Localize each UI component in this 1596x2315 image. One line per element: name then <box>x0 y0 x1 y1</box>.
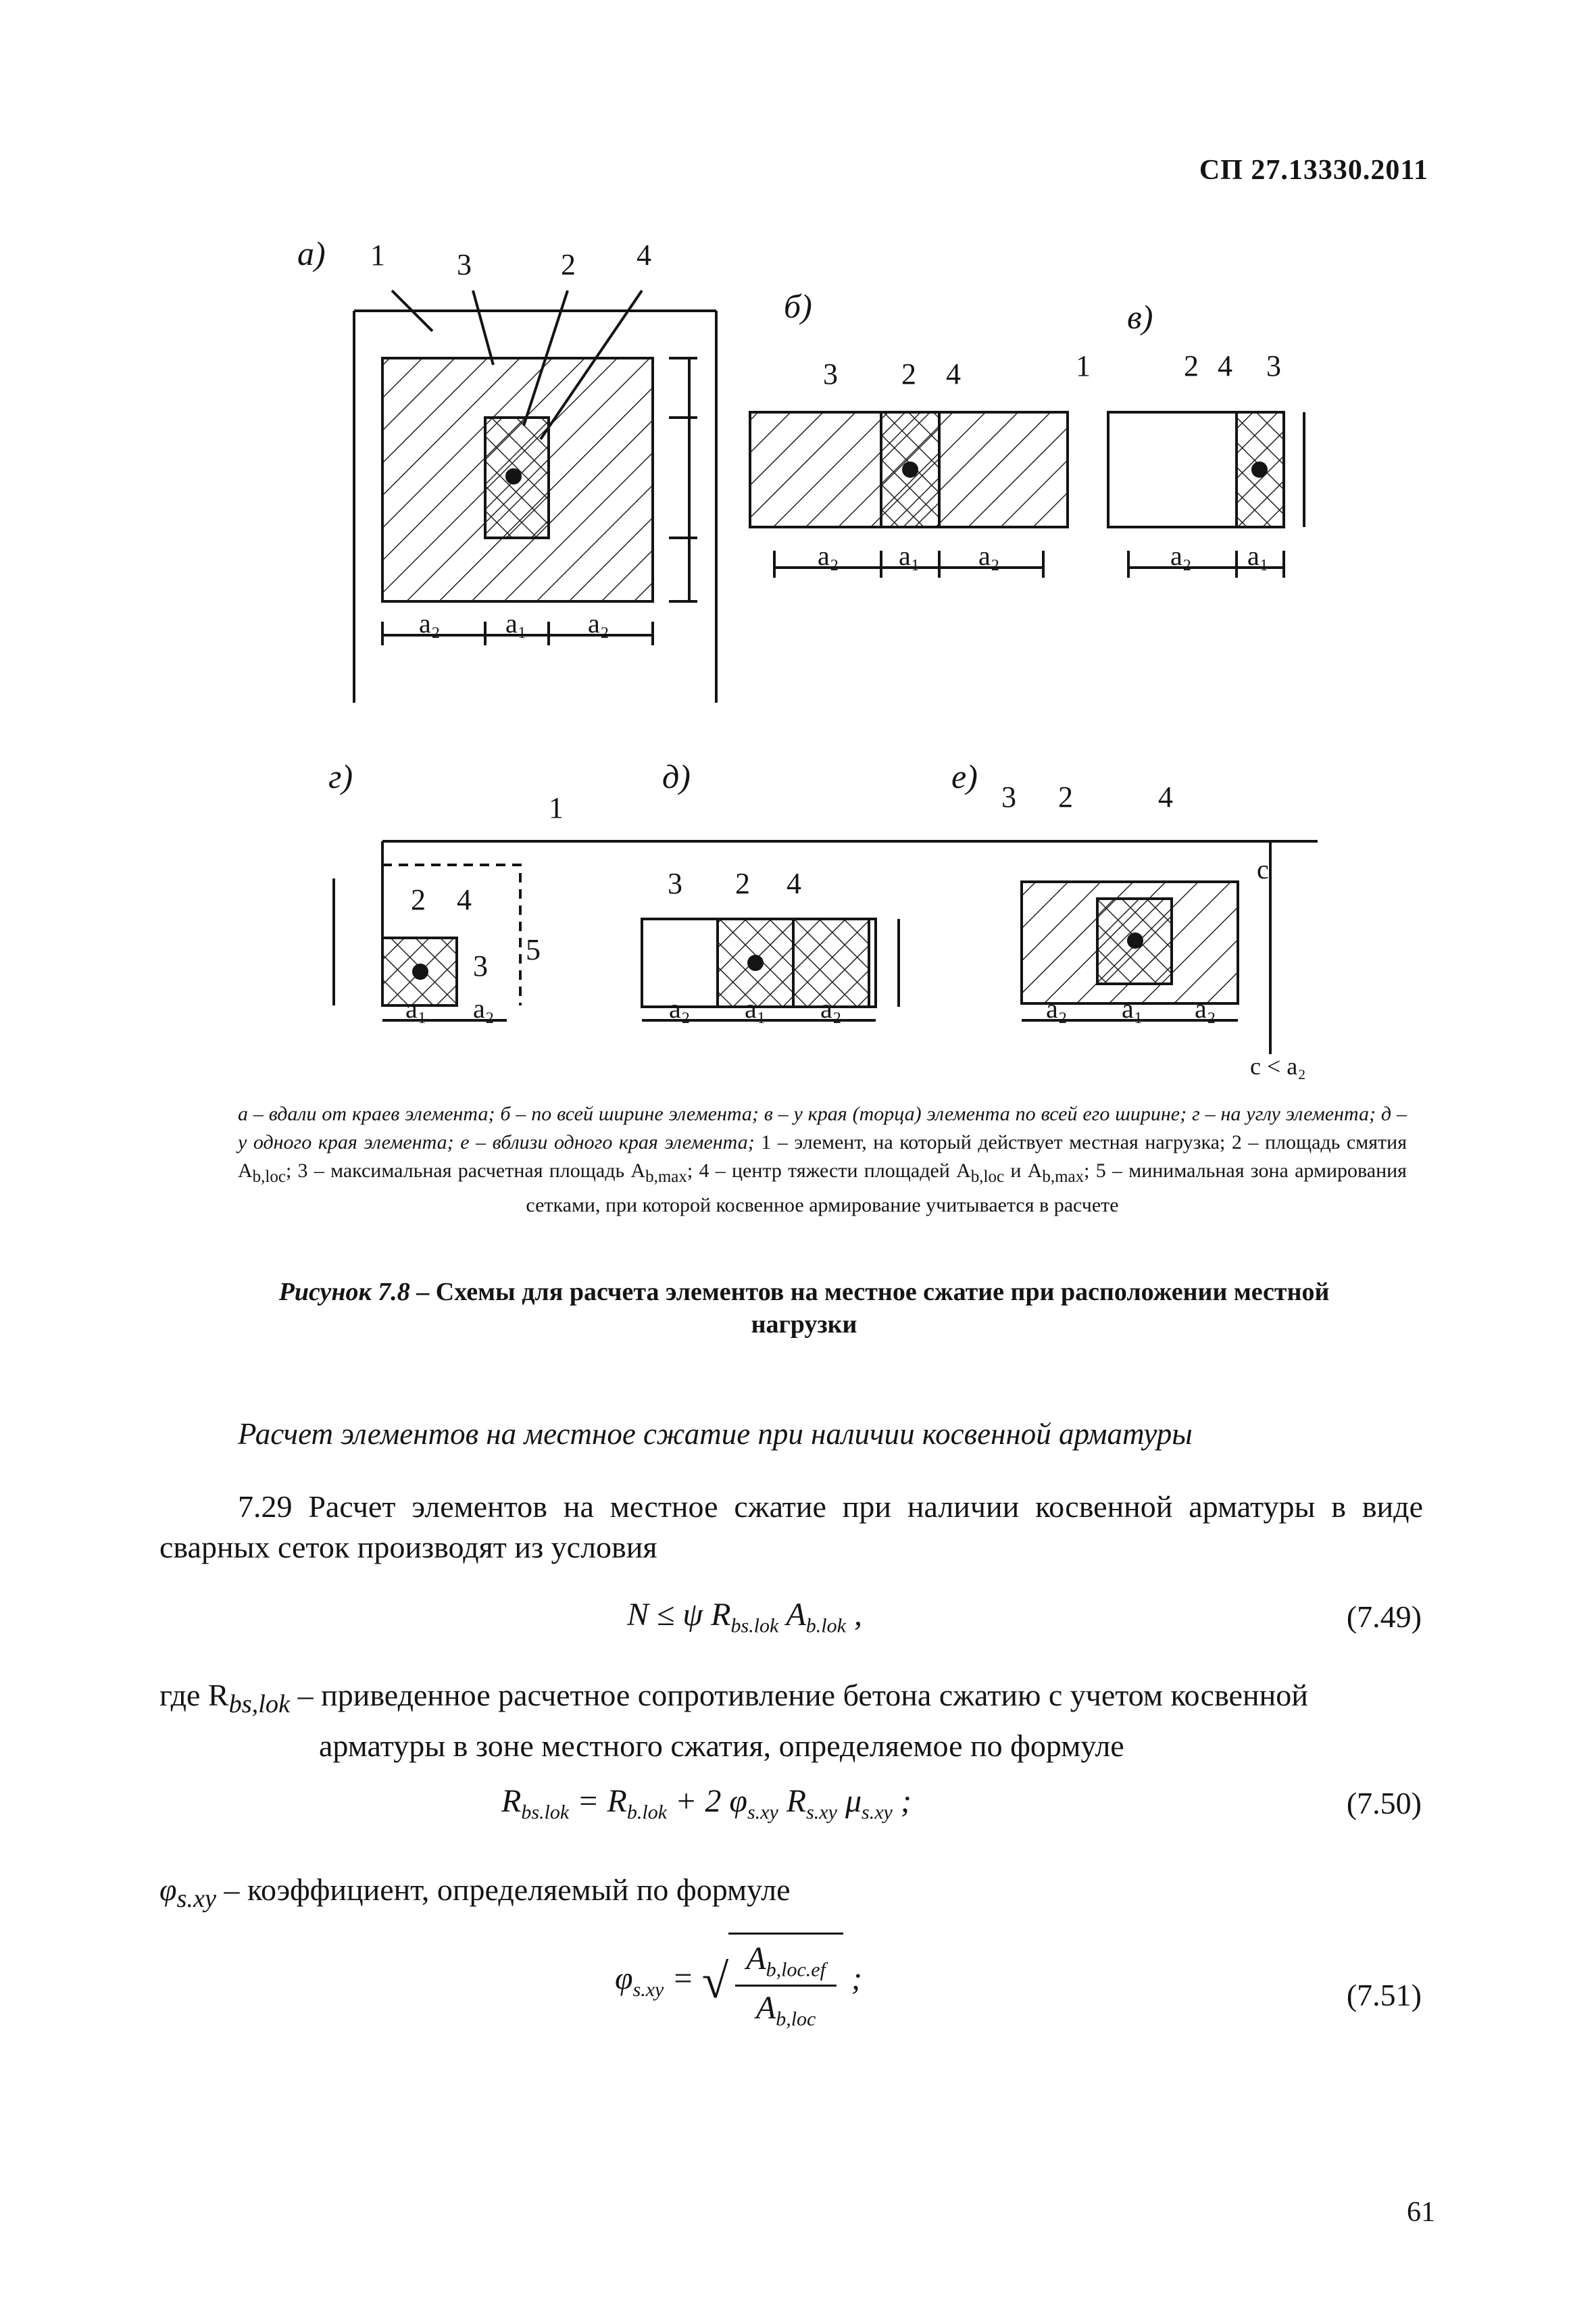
callout-3: 3 <box>457 248 472 281</box>
callout-1-v: 1 <box>1076 349 1091 382</box>
figure-caption: Рисунок 7.8 – Схемы для расчета элементов на местное сжатие при расположении местной нагрузки <box>278 1278 1330 1339</box>
dim-a1: a₁ <box>505 608 527 639</box>
panel-a <box>354 291 716 703</box>
dim-a1: a₁ <box>405 993 427 1024</box>
phi-definition: $\varphi_{s.xy}$ – коэффициент, определяемый по формуле <box>159 1872 791 1914</box>
callout-5-g: 5 <box>526 933 541 966</box>
dim-a2: a₂ <box>978 541 1000 571</box>
dim-a1: a₁ <box>1247 541 1269 571</box>
where-definition: где $R_{bs,lok}$ – приведенное расчетное сопротивление бетона сжатию с учетом косвенной арматуры в зоне местного сжатия, определяемое по формуле <box>159 1678 1308 1764</box>
section-title: Расчет элементов на местное сжатие при наличии косвенной арматуры <box>238 1417 1193 1451</box>
panel-label-e: е) <box>951 757 978 795</box>
panel-label-b: б) <box>784 287 812 325</box>
callout-1-bottom: 1 <box>549 791 564 824</box>
callout-4-e: 4 <box>1158 780 1173 814</box>
dim-a2: a₂ <box>1046 993 1068 1024</box>
dim-a1: a₁ <box>899 541 920 571</box>
equation-number-7-50: (7.50) <box>1346 1786 1422 1820</box>
dim-a2: a₂ <box>1170 541 1192 571</box>
callout-3-e: 3 <box>1001 780 1016 814</box>
callout-4: 4 <box>637 239 651 272</box>
document-code: СП 27.13330.2011 <box>1199 155 1428 186</box>
dim-a1: a₁ <box>745 993 766 1024</box>
dim-a2: a₂ <box>588 608 609 639</box>
callout-2-e: 2 <box>1058 780 1073 814</box>
callout-2-d: 2 <box>735 867 750 900</box>
equation-7-51: $\varphi_{s.xy}$ = √ $\frac{A_{b,loc.ef}}{A_{b,loc}}$ ; <box>615 1933 862 2031</box>
dim-a2: a₂ <box>473 993 495 1024</box>
dim-c-condition: c < a₂ <box>1250 1053 1306 1080</box>
panel-label-d: д) <box>662 757 691 795</box>
callout-2-g: 2 <box>411 883 426 916</box>
equation-number-7-51: (7.51) <box>1346 1978 1422 2012</box>
callout-2-v: 2 <box>1184 349 1199 382</box>
paragraph-7-29: 7.29 Расчет элементов на местное сжатие при наличии косвенной арматуры в виде сварных сеток производят из условия <box>159 1489 1423 1564</box>
callout-3-g: 3 <box>473 949 488 982</box>
figure-legend: а – вдали от краев элемента; б – по всей ширине элемента; в – у края (торца) элемента по всей его ширине; г – на углу элемента; д – у одного края элемента; е – вблизи одного края элемента; 1 – элемент, на который действует местная нагрузка; 2 – площадь смятия $A_{b,loc}$; 3 – максимальная расчетная площадь $A_{b,max}$; 4 – центр тяжести площадей $A_{b,loc}$ и $A_{b,max}$; 5 – минимальная зона армирования сетками, при которой косвенное армирование учитывается в расчете <box>238 1103 1407 1216</box>
callout-4-g: 4 <box>457 883 472 916</box>
equation-7-50: $R_{bs.lok} = R_{b.lok} + 2$ $\varphi_{s.xy}$ $R_{s.xy}$ $\mu_{s.xy}$ ; <box>501 1783 912 1824</box>
callout-3-b: 3 <box>823 357 838 391</box>
dim-c: c <box>1257 854 1269 885</box>
callout-4-v: 4 <box>1218 349 1232 382</box>
figure-7-8 <box>0 0 1596 1081</box>
dim-a2: a₂ <box>419 608 441 639</box>
panel-label-v: в) <box>1127 298 1153 336</box>
callout-4-b: 4 <box>946 357 961 391</box>
dim-a2: a₂ <box>669 993 691 1024</box>
dim-a2: a₂ <box>1195 993 1216 1024</box>
callout-3-d: 3 <box>668 867 682 900</box>
equation-7-49: N ≤ ψ $R_{bs.lok}$ $A_{b.lok}$ , <box>627 1597 862 1637</box>
callout-1: 1 <box>370 239 385 272</box>
panel-label-a: а) <box>297 234 326 272</box>
dim-a2: a₂ <box>820 993 842 1024</box>
callout-3-v: 3 <box>1266 349 1281 382</box>
callout-4-d: 4 <box>787 867 801 900</box>
dim-a1: a₁ <box>1122 993 1143 1024</box>
panel-label-g: г) <box>328 757 353 795</box>
callout-2: 2 <box>561 248 576 281</box>
panel-v <box>1108 412 1304 578</box>
callout-2-b: 2 <box>901 357 916 391</box>
equation-number-7-49: (7.49) <box>1346 1599 1422 1634</box>
dim-a2: a₂ <box>818 541 839 571</box>
page-number: 61 <box>1407 2197 1435 2228</box>
